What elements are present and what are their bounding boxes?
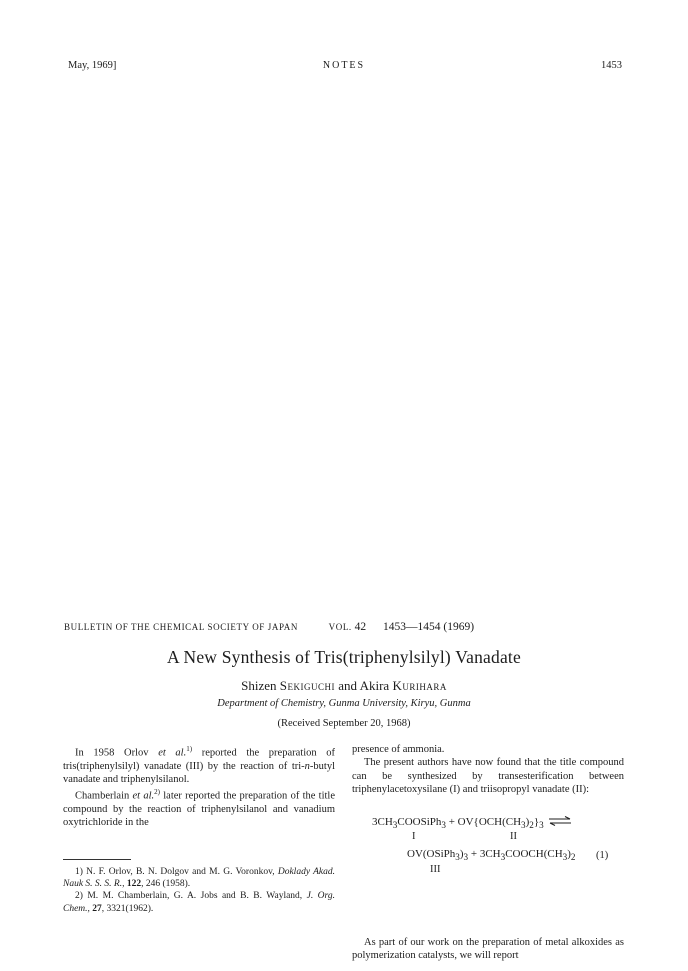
right-column (352, 743, 624, 796)
running-header-left: May, 1969] (68, 60, 117, 71)
author-2-first: Akira (359, 678, 390, 693)
volume-number: 42 (354, 621, 367, 633)
affiliation: Department of Chemistry, Gunma University, Kiryu, Gunma (217, 698, 471, 709)
author-2-last: Kurihara (392, 678, 447, 693)
paragraph-2: Chamberlain et al.$^{2)}$ later reported the preparation of the title compound by the reaction of triphenylsilanol and vanadium oxytrichloride in the (63, 788, 335, 829)
journal-name: BULLETIN OF THE CHEMICAL SOCIETY OF JAPAN (64, 622, 298, 632)
compound-label-III: III (430, 864, 441, 875)
compound-label-II: II (510, 831, 517, 842)
author-1-last: Sekiguchi (279, 678, 336, 693)
paragraph-5: As part of our work on the preparation of metal alkoxides as polymerization catalysts, we will report (352, 937, 624, 962)
authors-and: and (338, 678, 358, 693)
author-1-first: Shizen (241, 678, 277, 693)
equilibrium-arrows-icon (548, 816, 572, 829)
footnote-rule (63, 859, 131, 860)
equation-line-1: $3CH_3COOSiPh_3 + OV\{OCH(CH_3)_2\}_3$ (372, 816, 572, 830)
paragraph-1: In 1958 Orlov et al.$^{1)}$ reported the preparation of tris(triphenylsilyl) vanadate (III) by the reaction of tri-n-butyl vanadate and triphenylsilanol. (63, 745, 336, 786)
left-column (63, 743, 335, 830)
journal-citation-line (64, 621, 474, 633)
authors (0, 678, 688, 694)
equation-number: (1) (596, 850, 609, 861)
received-date: (Received September 20, 1968) (277, 718, 411, 729)
right-column-continued (352, 936, 624, 963)
volume-label: VOL. (328, 622, 352, 632)
paragraph-3: presence of ammonia. (352, 744, 445, 755)
running-header-section: NOTES (322, 60, 366, 71)
page-number: 1453 (601, 60, 622, 71)
pages-year: 1453—1454 (1969) (383, 621, 475, 633)
article-title: A New Synthesis of Tris(triphenylsilyl) Vanadate (167, 647, 521, 667)
footnote-1: 1) N. F. Orlov, B. N. Dolgov and M. G. Voronkov, Doklady Akad. Nauk S. S. S. R., 122, 246 (1958). (63, 867, 336, 890)
compound-label-I: I (412, 831, 416, 842)
footnotes (63, 866, 335, 915)
paragraph-4: The present authors have now found that the title compound can be synthesized by transesterification between triphenylacetoxysilane (I) and triisopropyl vanadate (II): (352, 757, 624, 795)
footnote-2: 2) M. M. Chamberlain, G. A. Jobs and B. B. Wayland, J. Org. Chem., 27, 3321(1962). (63, 891, 336, 914)
equation-line-2: $OV(OSiPh_3)_3$ + $3CH_3COOCH(CH_3)_2$ (407, 848, 576, 863)
